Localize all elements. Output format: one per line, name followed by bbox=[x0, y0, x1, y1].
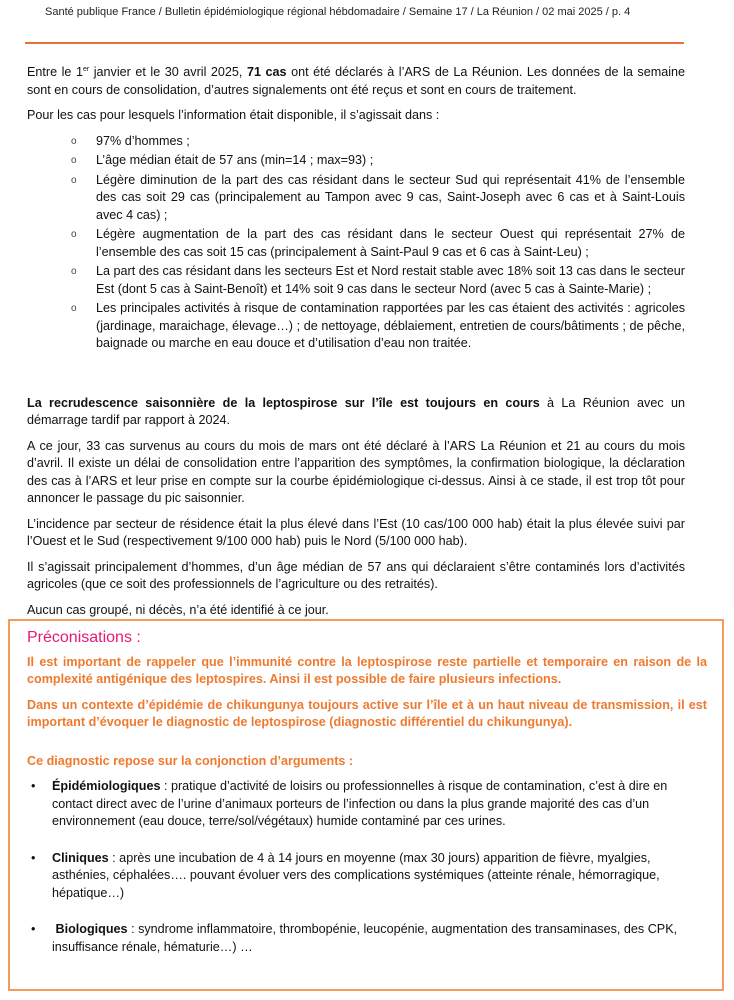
criterion-biological bbox=[27, 921, 707, 956]
incidence-paragraph: L’incidence par secteur de résidence était la plus élevé dans l’Est (10 cas/100 000 hab) était la plus élevée suivi par l’Ouest et le Sud (respectivement 9/100 000 hab) puis le Nord (5/100 000 hab). bbox=[27, 516, 685, 548]
diagnosis-criteria-list bbox=[27, 778, 707, 956]
criterion-clinical bbox=[27, 850, 707, 903]
demographics-paragraph: Il s’agissait principalement d’hommes, d’un âge médian de 57 ans qui déclaraient s’être contaminés lors d’activités agricoles (que ce soit des professionnels de l’agriculture ou des retraités). bbox=[27, 559, 685, 591]
recrudescence-paragraph bbox=[27, 395, 685, 430]
criterion-text: : après une incubation de 4 à 14 jours en moyenne (max 30 jours) apparition de fièvre, myalgies, asthénies, céphalées…. pouvant évoluer vers des complications systémiques (atteinte rénale, hémorragique, hépatique…) bbox=[52, 850, 660, 900]
header-divider bbox=[25, 42, 684, 44]
criterion-label: Biologiques bbox=[55, 922, 128, 936]
list-item-text: 97% d’hommes ; bbox=[96, 133, 190, 148]
list-item bbox=[71, 263, 685, 298]
text: Entre le 1 bbox=[27, 65, 83, 79]
criterion-text: : pratique d’activité de loisirs ou professionnelles à risque de contamination, c’est à dire en contact direct avec de l’urine d’animaux porteurs de l’infection ou dans la plus grande majorité des cas d’un environnement (eau douce, terre/sol/végétaux) humide contaminé par ces urines. bbox=[52, 779, 668, 828]
criterion-text: : syndrome inflammatoire, thrombopénie, leucopénie, augmentation des transaminases, des CPK, insuffisance rénale, hématurie…) … bbox=[52, 922, 678, 954]
chikungunya-paragraph: Dans un contexte d’épidémie de chikungunya toujours active sur l’île et à un haut niveau de transmission, il est important d’évoquer le diagnostic de leptospirose (diagnostic différentiel du chikungunya). bbox=[27, 697, 707, 729]
circle-bullet-icon: o bbox=[71, 229, 77, 240]
bullet-icon: • bbox=[31, 850, 36, 865]
list-item-text: Légère augmentation de la part des cas résidant dans le secteur Ouest qui représentait 27% de l’ensemble des cas soit 15 cas (principalement à Saint-Paul 9 cas et 6 cas à Saint-Leu) ; bbox=[96, 227, 685, 259]
list-item-text: La part des cas résidant dans les secteurs Est et Nord restait stable avec 18% soit 13 cas dans le secteur Est (dont 5 cas à Saint-Benoît) et 14% soit 9 cas dans le secteur Nord (avec 5 cas à Sainte-Marie) ; bbox=[96, 264, 685, 296]
list-item bbox=[71, 172, 685, 225]
lead-bold: La recrudescence saisonnière de la leptospirose sur l’île est toujours en cours bbox=[27, 395, 540, 410]
diagnosis-lead: Ce diagnostic repose sur la conjonction d’arguments : bbox=[27, 753, 354, 768]
circle-bullet-icon: o bbox=[71, 135, 77, 147]
intro-lead: Pour les cas pour lesquels l’information était disponible, il s’agissait dans : bbox=[27, 108, 440, 122]
superscript: er bbox=[82, 66, 90, 73]
list-item-text: Les principales activités à risque de contamination rapportées par les cas étaient des activités : agricoles (jardinage, maraichage, élevage…) ; de nettoyage, déblaiement, entretien de cours/bâtiments ; de pêche, baignade ou marche en eau douce et d’utilisation d’eau non traitée. bbox=[96, 301, 685, 350]
criterion-epidemiological bbox=[27, 778, 707, 831]
list-item bbox=[71, 133, 685, 151]
recommendations-box bbox=[8, 619, 724, 991]
no-clusters-paragraph: Aucun cas groupé, ni décès, n’a été identifié à ce jour. bbox=[27, 602, 329, 617]
circle-bullet-icon: o bbox=[71, 174, 77, 186]
text: à La Réunion avec un démarrage tardif par rapport à 2024. bbox=[27, 395, 685, 427]
monthly-cases-paragraph: A ce jour, 33 cas survenus au cours du mois de mars ont été déclaré à l’ARS La Réunion et 21 au cours du mois d’avril. Il existe un délai de consolidation entre l’apparition des symptômes, la confirmation biologique, la déclaration des cas à l’ARS et leur prise en compte sur la courbe épidémiologique ci-dessus. Ainsi à ce stade, il est trop tôt pour annoncer le passage du pic saisonnier. bbox=[27, 438, 685, 505]
list-item bbox=[71, 226, 685, 261]
recommendations-title: Préconisations : bbox=[27, 629, 141, 646]
list-item bbox=[71, 152, 685, 170]
criterion-label: Épidémiologiques bbox=[52, 779, 161, 793]
list-item bbox=[71, 300, 685, 353]
case-characteristics-list bbox=[27, 133, 685, 353]
bullet-icon: • bbox=[31, 922, 36, 936]
case-count: 71 cas bbox=[246, 65, 287, 79]
list-item-text: L’âge médian était de 57 ans (min=14 ; max=93) ; bbox=[96, 153, 374, 167]
spacer bbox=[27, 355, 685, 395]
intro-paragraph bbox=[27, 64, 685, 99]
list-item-text: Légère diminution de la part des cas résidant dans le secteur Sud qui représentait 41% de l’ensemble des cas soit 29 cas (principalement au Tampon avec 9 cas, Saint-Joseph avec 6 cas et à Saint-Louis avec 4 cas) ; bbox=[96, 172, 685, 222]
main-content bbox=[27, 64, 685, 627]
bullet-icon: • bbox=[31, 779, 36, 793]
immunity-paragraph: Il est important de rappeler que l’immunité contre la leptospirose reste partielle et temporaire en raison de la complexité antigénique des leptospires. Ainsi il est possible de faire plusieurs infections. bbox=[27, 654, 707, 686]
criterion-label: Cliniques bbox=[52, 850, 109, 865]
running-header: Santé publique France / Bulletin épidémiologique régional hébdomadaire / Semaine 17 / La Réunion / 02 mai 2025 / p. 4 bbox=[45, 6, 631, 18]
circle-bullet-icon: o bbox=[71, 266, 77, 277]
text: janvier et le 30 avril 2025, bbox=[89, 65, 247, 79]
text: ont été déclarés à l’ARS de La Réunion. Les données de la semaine sont en cours de consolidation, d’autres signalements ont été reçus et sont en cours de traitement. bbox=[27, 65, 686, 97]
circle-bullet-icon: o bbox=[71, 303, 77, 314]
circle-bullet-icon: o bbox=[71, 155, 77, 166]
